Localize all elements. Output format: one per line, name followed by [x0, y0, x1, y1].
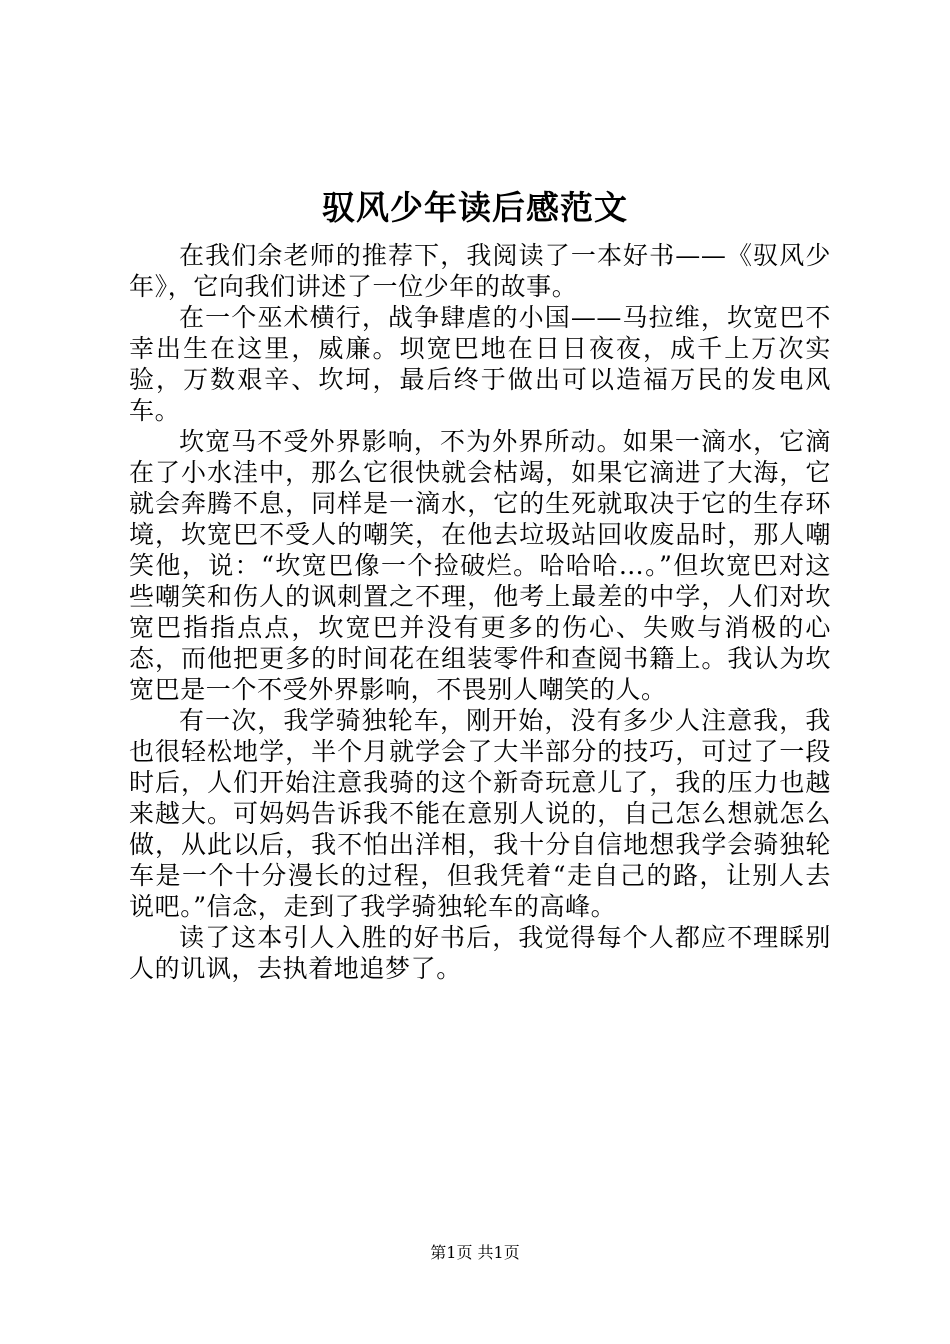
- paragraph-1: 在我们余老师的推荐下，我阅读了一本好书——《驭风少年》，它向我们讲述了一位少年的故事。: [129, 241, 831, 301]
- paragraph-4: 有一次，我学骑独轮车，刚开始，没有多少人注意我，我也很轻松地学，半个月就学会了大半部分的技巧，可过了一段时后，人们开始注意我骑的这个新奇玩意儿了，我的压力也越来越大。可妈妈告诉我不能在意别人说的，自己怎么想就怎么做，从此以后，我不怕出洋相，我十分自信地想我学会骑独轮车是一个十分漫长的过程，但我凭着“走自己的路，让别人去说吧。”信念，走到了我学骑独轮车的高峰。: [129, 706, 831, 921]
- paragraph-5: 读了这本引人入胜的好书后，我觉得每个人都应不理睬别人的讥讽，去执着地追梦了。: [129, 923, 831, 983]
- page-footer: 第1页 共1页: [430, 1243, 520, 1262]
- paragraph-3: 坎宽马不受外界影响，不为外界所动。如果一滴水，它滴在了小水洼中，那么它很快就会枯竭，如果它滴进了大海，它就会奔腾不息，同样是一滴水，它的生死就取决于它的生存环境，坎宽巴不受人的嘲笑，在他去垃圾站回收废品时，那人嘲笑他，说：“坎宽巴像一个捡破烂。哈哈哈…。”但坎宽巴对这些嘲笑和伤人的讽刺置之不理，他考上最差的中学，人们对坎宽巴指指点点，坎宽巴并没有更多的伤心、失败与消极的心态，而他把更多的时间花在组装零件和查阅书籍上。我认为坎宽巴是一个不受外界影响，不畏别人嘲笑的人。: [129, 427, 831, 704]
- document-title: 驭风少年读后感范文: [322, 188, 628, 227]
- document-body: [129, 240, 831, 984]
- paragraph-2: 在一个巫术横行，战争肆虐的小国——马拉维，坎宽巴不幸出生在这里，威廉。坝宽巴地在日日夜夜，成千上万次实验，万数艰辛、坎坷，最后终于做出可以造福万民的发电风车。: [129, 303, 831, 425]
